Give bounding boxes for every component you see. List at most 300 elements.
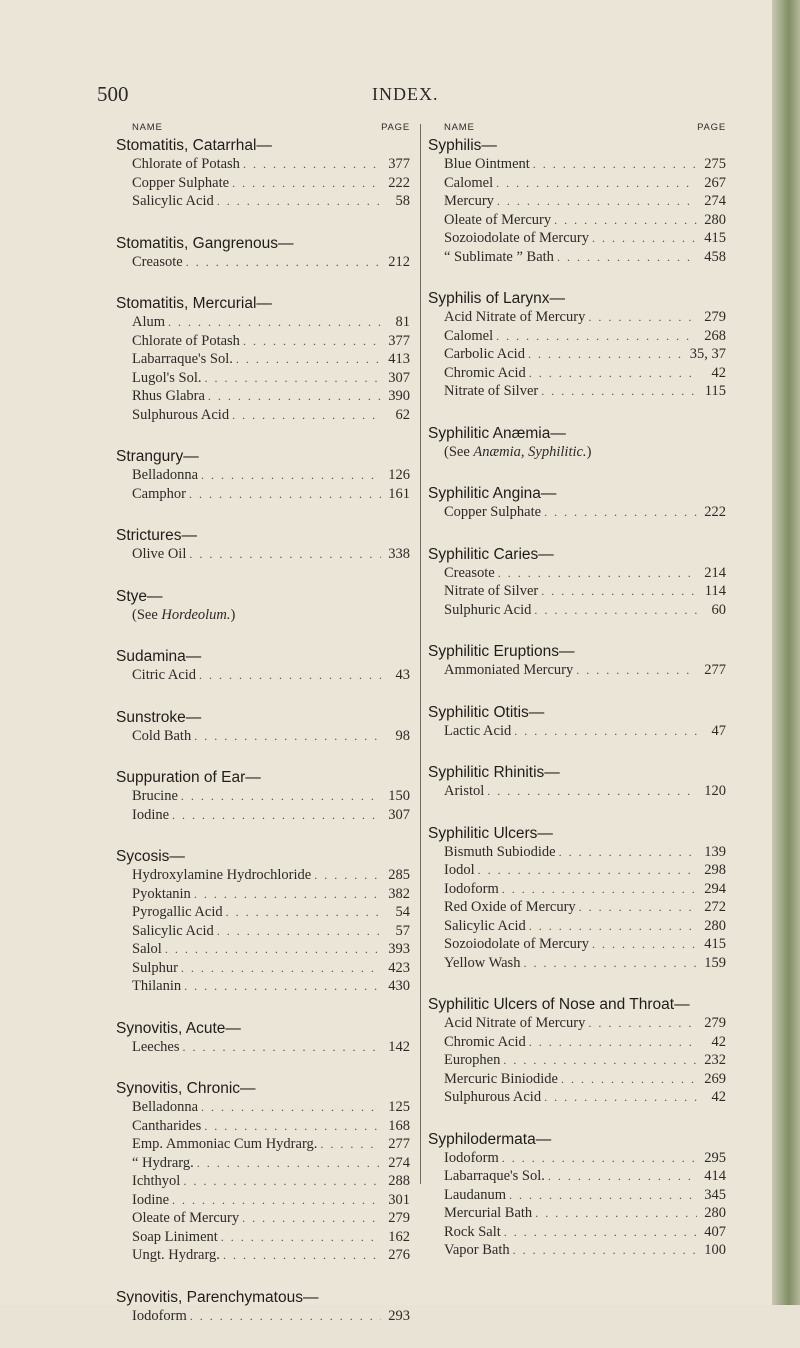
entry-page-number: 142 [388,1038,410,1055]
column-header-name: NAME [444,122,475,133]
dot-leader [592,229,697,248]
section-heading: Stye— [116,587,163,605]
entry-name: Europhen [444,1052,501,1068]
dot-leader [548,1167,697,1186]
entry-page-number: 279 [704,1015,726,1031]
entry-name: Iodine [132,1191,170,1208]
dot-leader [208,387,381,406]
index-entry [116,1209,410,1228]
entry-name: Labarraque's Sol. [444,1168,545,1184]
index-section [116,234,410,272]
index-entry [428,1223,726,1242]
dot-leader [168,313,381,332]
index-entry [428,935,726,954]
section-heading: Stomatitis, Gangrenous— [116,234,294,252]
dot-leader [579,898,697,917]
entry-page-number: 275 [704,156,726,172]
dot-leader [557,248,697,267]
dot-leader [544,503,697,522]
dot-leader [197,1154,381,1173]
entry-name: Labarraque's Sol. [132,351,233,367]
index-entry [428,1014,726,1033]
index-entry [116,350,410,369]
section-heading: Syphilitic Anæmia— [428,424,566,442]
entry-page-number: 288 [388,1173,410,1189]
index-entry [116,727,410,746]
entry-name: Lugol's Sol. [132,369,202,386]
entry-page-number: 81 [395,314,410,330]
index-entry [428,155,726,174]
dot-leader [184,977,381,996]
dot-leader [226,903,381,922]
index-entry [116,485,410,504]
index-section [116,647,410,685]
index-section [116,847,410,996]
dot-leader [497,192,697,211]
entry-name: Blue Ointment [444,156,530,172]
index-entry [428,1088,726,1107]
dot-leader [588,1014,697,1033]
section-heading: Syphilitic Eruptions— [428,643,575,660]
index-section [428,136,726,266]
index-entry [116,1038,410,1057]
index-entry [428,782,726,801]
index-entry [116,1154,410,1173]
entry-name: Yellow Wash [444,954,521,971]
entry-page-number: 458 [704,248,726,265]
index-section [428,289,726,401]
entry-page-number: 280 [704,917,726,934]
entry-page-number: 377 [388,156,410,172]
entry-name: Bismuth Subiodide [444,843,556,860]
entry-page-number: 120 [704,783,726,799]
entry-page-number: 298 [704,862,726,878]
index-entry [428,917,726,936]
entry-name: Chromic Acid [444,1033,526,1050]
index-entry [116,885,410,904]
entry-name: Aristol [444,783,485,799]
entry-name: Salicylic Acid [444,917,526,934]
entry-page-number: 307 [388,369,410,386]
entry-name: Chromic Acid [444,364,526,381]
dot-leader [186,253,381,272]
dot-leader [243,332,381,351]
index-entry [428,248,726,267]
dot-leader [487,782,697,801]
index-section [116,447,410,503]
dot-leader [529,364,697,383]
section-heading: Synovitis, Acute— [116,1019,241,1037]
index-entry [116,174,410,193]
dot-leader [204,369,381,388]
index-entry [116,666,410,685]
index-entry [428,661,726,680]
entry-name: Iodoform [132,1307,187,1324]
dot-leader [528,345,687,364]
entry-page-number: 168 [388,1117,410,1134]
dot-leader [201,1098,381,1117]
index-entry [116,959,410,978]
dot-leader [189,485,381,504]
entry-name: Alum [132,314,166,330]
entry-page-number: 293 [388,1307,410,1324]
see-also-prefix: (See [444,443,474,460]
entry-name: Belladonna [132,1099,199,1115]
index-section [116,1288,410,1326]
column-header [428,120,726,136]
index-section [428,484,726,522]
entry-name: Iodol [444,862,475,878]
entry-page-number: 269 [704,1070,726,1087]
index-entry [116,1135,410,1154]
dot-leader [189,545,381,564]
entry-page-number: 115 [704,383,726,399]
entry-name: Acid Nitrate of Mercury [444,1015,586,1031]
section-heading: Syphilitic Caries— [428,545,554,563]
index-entry [428,898,726,917]
section-heading: Syphilis— [428,137,497,154]
entry-page-number: 272 [704,899,726,915]
dot-leader [554,211,697,230]
entry-page-number: 301 [388,1191,410,1208]
column-header [116,120,410,136]
index-section [428,1130,726,1260]
index-section [116,768,410,824]
dot-leader [181,787,381,806]
index-entry [116,866,410,885]
index-entry [428,382,726,401]
dot-leader [503,1051,697,1070]
index-section [116,294,410,424]
entry-page-number: 126 [388,467,410,483]
entry-page-number: 276 [388,1247,410,1263]
index-entry [116,1228,410,1247]
entry-name: Calomel [444,174,494,191]
dot-leader [243,155,381,174]
entry-page-number: 125 [388,1099,410,1115]
index-entry [116,940,410,959]
entry-name: Vapor Bath [444,1242,510,1258]
entry-name: Leeches [132,1038,180,1055]
index-section [428,824,726,973]
dot-leader [190,1307,381,1326]
index-entry [116,1191,410,1210]
index-entry [428,861,726,880]
dot-leader [502,880,697,899]
entry-page-number: 162 [388,1228,410,1245]
dot-leader [496,327,697,346]
entry-page-number: 42 [711,364,726,381]
dot-leader [533,155,697,174]
entry-name: Belladonna [132,467,199,483]
index-entry [116,406,410,425]
index-section [428,763,726,801]
dot-leader [183,1172,381,1191]
index-entry [116,253,410,272]
entry-name: Mercury [444,193,494,209]
index-section [428,995,726,1107]
entry-name: “ Hydrarg. [132,1154,194,1171]
index-entry [428,1070,726,1089]
index-entry [428,1241,726,1260]
index-entry [428,880,726,899]
entry-page-number: 382 [388,885,410,902]
index-entry [428,345,726,364]
entry-name: Laudanum [444,1186,507,1203]
entry-page-number: 393 [388,941,410,957]
index-entry [428,503,726,522]
entry-page-number: 294 [704,880,726,897]
section-heading: Syphilis of Larynx— [428,290,565,307]
entry-name: Citric Acid [132,667,197,683]
entry-page-number: 307 [388,806,410,823]
dot-leader [498,564,697,583]
entry-name: Iodoform [444,880,499,897]
dot-leader [544,1088,697,1107]
entry-name: Red Oxide of Mercury [444,899,576,915]
section-heading: Syphilitic Ulcers of Nose and Throat— [428,996,690,1013]
index-entry [116,369,410,388]
section-heading: Syphilitic Angina— [428,485,557,502]
dot-leader [165,940,381,959]
entry-name: Nitrate of Silver [444,583,539,599]
section-heading: Sycosis— [116,848,185,865]
entry-name: Sulphuric Acid [444,601,532,618]
index-section [428,424,726,462]
entry-page-number: 285 [388,867,410,883]
index-entry [428,308,726,327]
index-entry [116,787,410,806]
see-also-reference: Hordeolum. [161,606,231,623]
dot-leader [504,1223,697,1242]
see-also-note [428,443,726,462]
entry-name: Sulphurous Acid [444,1089,542,1105]
index-entry [428,192,726,211]
index-entry [116,806,410,825]
dot-leader [514,722,697,741]
column-header-page: PAGE [697,122,726,133]
entry-page-number: 277 [388,1136,410,1152]
index-section [428,545,726,620]
entry-name: Sulphurous Acid [132,406,230,423]
dot-leader [242,1209,381,1228]
entry-page-number: 423 [388,959,410,976]
dot-leader [541,382,697,401]
column-header-name: NAME [132,122,163,133]
entry-page-number: 415 [704,230,726,246]
dot-leader [181,959,381,978]
index-entry [428,564,726,583]
section-list [116,136,410,1325]
index-entry [116,545,410,564]
index-section [116,1019,410,1057]
dot-leader [535,1204,697,1223]
entry-name: Rock Salt [444,1223,501,1240]
index-entry [116,1307,410,1326]
index-section [116,708,410,746]
entry-page-number: 58 [395,193,410,209]
dot-leader [592,935,697,954]
dot-leader [502,1149,697,1168]
index-entry [428,843,726,862]
index-entry [428,722,726,741]
dot-leader [172,806,381,825]
index-section [428,703,726,741]
entry-name: Iodoform [444,1149,499,1166]
entry-name: Chlorate of Potash [132,332,240,349]
entry-name: Oleate of Mercury [444,211,552,228]
index-entry [116,387,410,406]
entry-name: Nitrate of Silver [444,383,539,399]
section-heading: Stomatitis, Mercurial— [116,295,272,312]
index-entry [116,1098,410,1117]
dot-leader [183,1038,382,1057]
entry-name: Lactic Acid [444,722,512,739]
entry-name: Sulphur [132,959,178,976]
index-entry [428,582,726,601]
entry-page-number: 413 [388,351,410,367]
entry-name: Mercuric Biniodide [444,1070,558,1087]
index-entry [428,1149,726,1168]
entry-name: Salicylic Acid [132,193,214,209]
entry-page-number: 267 [704,174,726,191]
index-entry [428,229,726,248]
entry-name: Ichthyol [132,1173,181,1189]
entry-name: Thilanin [132,978,182,994]
index-entry [116,192,410,211]
index-column-right [428,120,726,1283]
section-heading: Syphilitic Otitis— [428,703,545,721]
entry-page-number: 212 [388,253,410,270]
entry-name: Ammoniated Mercury [444,662,574,678]
dot-leader [194,885,381,904]
entry-name: Olive Oil [132,546,187,562]
index-entry [116,1117,410,1136]
dot-leader [221,1228,381,1247]
entry-page-number: 222 [388,174,410,191]
entry-name: Creasote [132,253,183,270]
dot-leader [320,1135,381,1154]
entry-page-number: 62 [395,406,410,423]
entry-page-number: 280 [704,1205,726,1221]
index-section [116,526,410,564]
dot-leader [561,1070,697,1089]
entry-name: Cold Bath [132,727,192,744]
entry-name: Cantharides [132,1117,202,1134]
entry-page-number: 42 [711,1089,726,1105]
page-number: 500 [97,82,129,106]
section-heading: Syphilitic Ulcers— [428,824,553,842]
entry-page-number: 277 [704,662,726,678]
entry-name: Brucine [132,788,178,804]
entry-page-number: 232 [704,1052,726,1068]
section-heading: Synovitis, Parenchymatous— [116,1288,319,1306]
dot-leader [201,466,381,485]
index-entry [428,954,726,973]
index-entry [428,174,726,193]
page-edge [772,0,800,1305]
entry-name: Copper Sulphate [444,504,542,520]
index-column-left [116,120,410,1348]
entry-page-number: 414 [704,1168,726,1184]
entry-name: Iodine [132,806,170,823]
see-also-suffix: ) [230,606,236,623]
dot-leader [314,866,381,885]
entry-name: Salicylic Acid [132,922,214,939]
dot-leader [496,174,697,193]
entry-page-number: 54 [395,904,410,920]
entry-name: Sozoiodolate of Mercury [444,230,589,246]
dot-leader [588,308,697,327]
index-entry [116,922,410,941]
index-entry [116,313,410,332]
entry-page-number: 43 [395,667,410,683]
dot-leader [232,406,381,425]
entry-name: Carbolic Acid [444,346,525,362]
entry-page-number: 100 [704,1242,726,1258]
entry-page-number: 47 [711,722,726,739]
dot-leader [529,917,697,936]
entry-page-number: 159 [704,954,726,971]
index-entry [428,1051,726,1070]
entry-name: Salol [132,941,162,957]
entry-page-number: 222 [704,504,726,520]
entry-name: Pyoktanin [132,885,191,902]
entry-page-number: 161 [388,485,410,502]
entry-page-number: 430 [388,978,410,994]
column-header-page: PAGE [381,122,410,133]
index-entry [428,327,726,346]
entry-page-number: 345 [704,1186,726,1203]
entry-name: “ Sublimate ” Bath [444,248,554,265]
section-heading: Strictures— [116,527,197,544]
column-divider [420,124,421,1184]
entry-name: Hydroxylamine Hydrochloride [132,867,312,883]
dot-leader [172,1191,381,1210]
see-also-note [116,606,410,625]
entry-page-number: 274 [388,1154,410,1171]
entry-name: Emp. Ammoniac Cum Hydrarg. [132,1136,318,1152]
dot-leader [199,666,381,685]
entry-name: Rhus Glabra [132,388,205,404]
dot-leader [534,601,697,620]
entry-page-number: 280 [704,211,726,228]
index-entry [428,601,726,620]
section-heading: Syphilodermata— [428,1130,552,1148]
section-heading: Strangury— [116,448,199,465]
section-heading: Synovitis, Chronic— [116,1080,256,1097]
index-entry [428,1033,726,1052]
section-heading: Syphilitic Rhinitis— [428,764,560,781]
entry-page-number: 42 [711,1033,726,1050]
index-entry [428,1186,726,1205]
entry-page-number: 279 [388,1210,410,1226]
index-entry [116,1172,410,1191]
entry-page-number: 407 [704,1223,726,1240]
dot-leader [232,174,381,193]
entry-name: Pyrogallic Acid [132,904,223,920]
index-section [428,642,726,680]
entry-page-number: 57 [395,922,410,939]
entry-page-number: 114 [704,583,726,599]
running-title: INDEX. [372,84,439,104]
entry-name: Sozoiodolate of Mercury [444,936,589,952]
entry-name: Camphor [132,485,186,502]
entry-name: Mercurial Bath [444,1205,533,1221]
index-entry [428,211,726,230]
entry-page-number: 390 [388,388,410,404]
entry-page-number: 214 [704,564,726,581]
